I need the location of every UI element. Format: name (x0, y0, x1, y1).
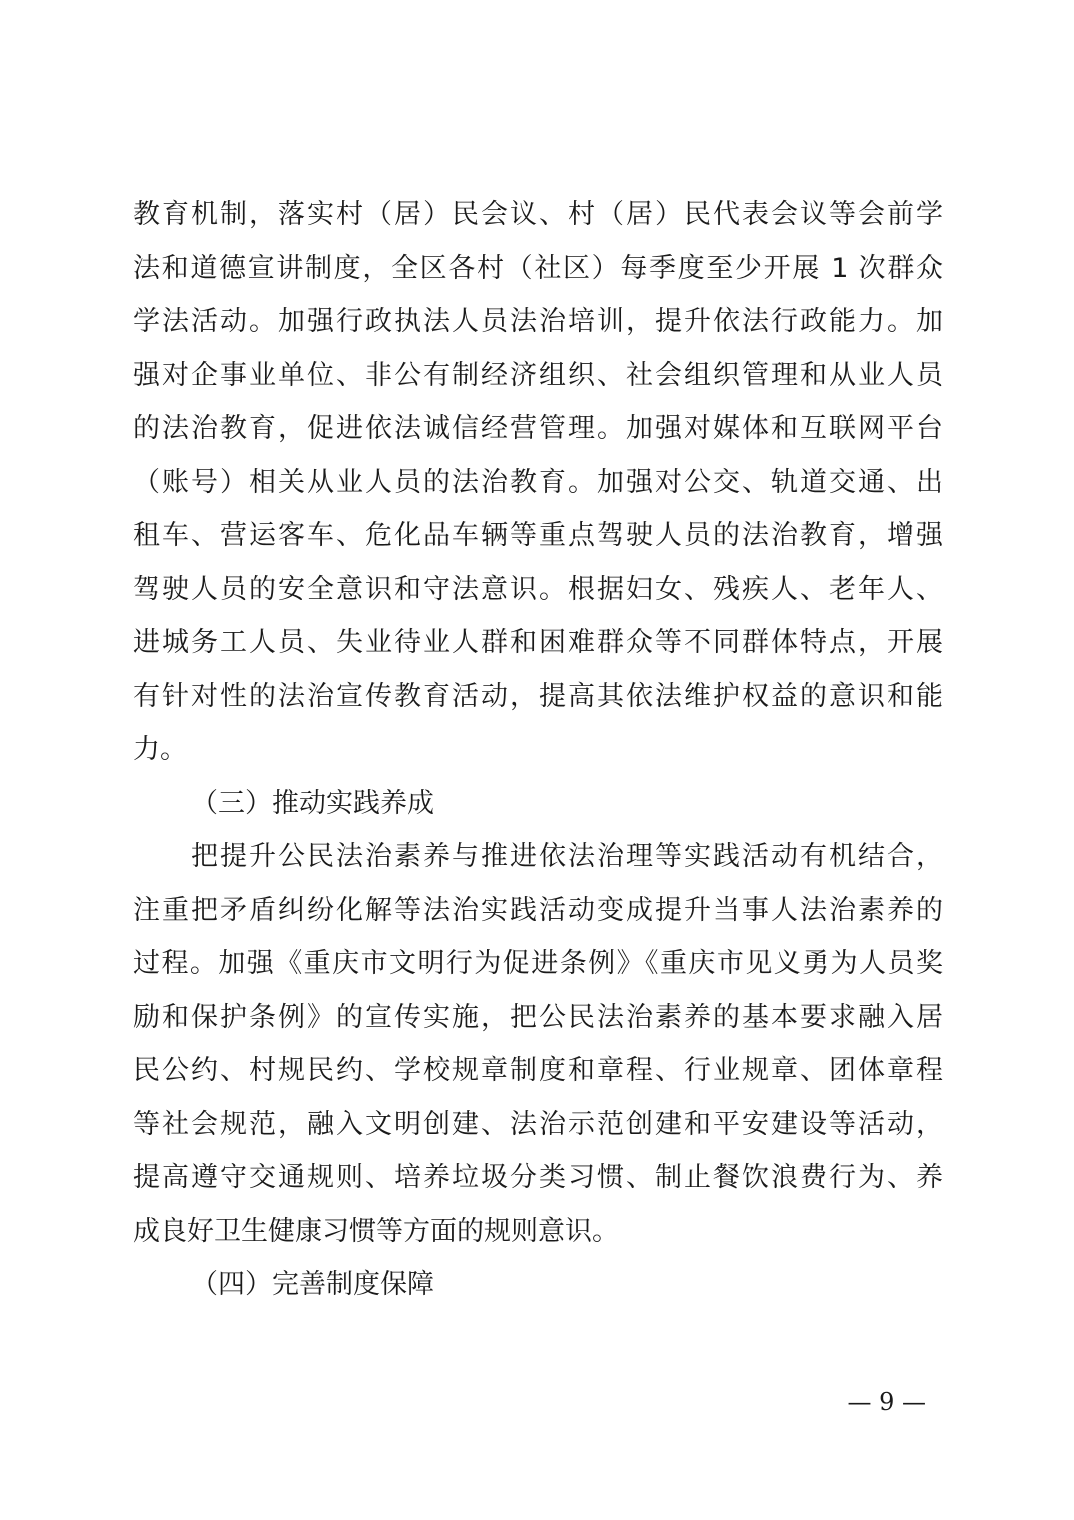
text-line-14: 注重把矛盾纠纷化解等法治实践活动变成提升当事人法治素养的 (133, 894, 943, 926)
text-line-11: 力。 (133, 734, 187, 765)
text-line-1: 教育机制，落实村（居）民会议、村（居）民代表会议等会前学 (133, 199, 943, 230)
text-line-16: 励和保护条例》的宣传实施，把公民法治素养的基本要求融入居 (133, 1001, 943, 1033)
text-line-6: （账号）相关从业人员的法治教育。加强对公交、轨道交通、出 (133, 466, 943, 498)
text-line-10: 有针对性的法治宣传教育活动，提高其依法维护权益的意识和能 (133, 680, 943, 712)
text-line-2: 法和道德宣讲制度，全区各村（社区）每季度至少开展 1 次群众 (133, 252, 943, 284)
page-number: — 9 — (847, 1388, 926, 1416)
section-heading-3: （三）推动实践养成 (191, 787, 434, 819)
text-line-3: 学法活动。加强行政执法人员法治培训，提升依法行政能力。加 (133, 306, 943, 337)
text-line-15: 过程。加强《重庆市文明行为促进条例》《重庆市见义勇为人员奖 (133, 948, 943, 979)
text-line-18: 等社会规范，融入文明创建、法治示范创建和平安建设等活动， (133, 1108, 943, 1140)
text-line-8: 驾驶人员的安全意识和守法意识。根据妇女、残疾人、老年人、 (133, 573, 943, 605)
body-text (133, 188, 943, 1312)
text-line-20: 成良好卫生健康习惯等方面的规则意识。 (133, 1215, 619, 1247)
text-line-4: 强对企事业单位、非公有制经济组织、社会组织管理和从业人员 (133, 359, 943, 391)
text-line-13: 把提升公民法治素养与推进依法治理等实践活动有机结合， (191, 841, 943, 872)
section-heading-4: （四）完善制度保障 (191, 1269, 434, 1300)
text-line-17: 民公约、村规民约、学校规章制度和章程、行业规章、团体章程 (133, 1055, 943, 1086)
text-line-5: 的法治教育，促进依法诚信经营管理。加强对媒体和互联网平台 (133, 413, 943, 444)
text-line-9: 进城务工人员、失业待业人群和困难群众等不同群体特点，开展 (133, 627, 943, 658)
text-line-19: 提高遵守交通规则、培养垃圾分类习惯、制止餐饮浪费行为、养 (133, 1162, 943, 1193)
text-line-7: 租车、营运客车、危化品车辆等重点驾驶人员的法治教育，增强 (133, 520, 943, 551)
